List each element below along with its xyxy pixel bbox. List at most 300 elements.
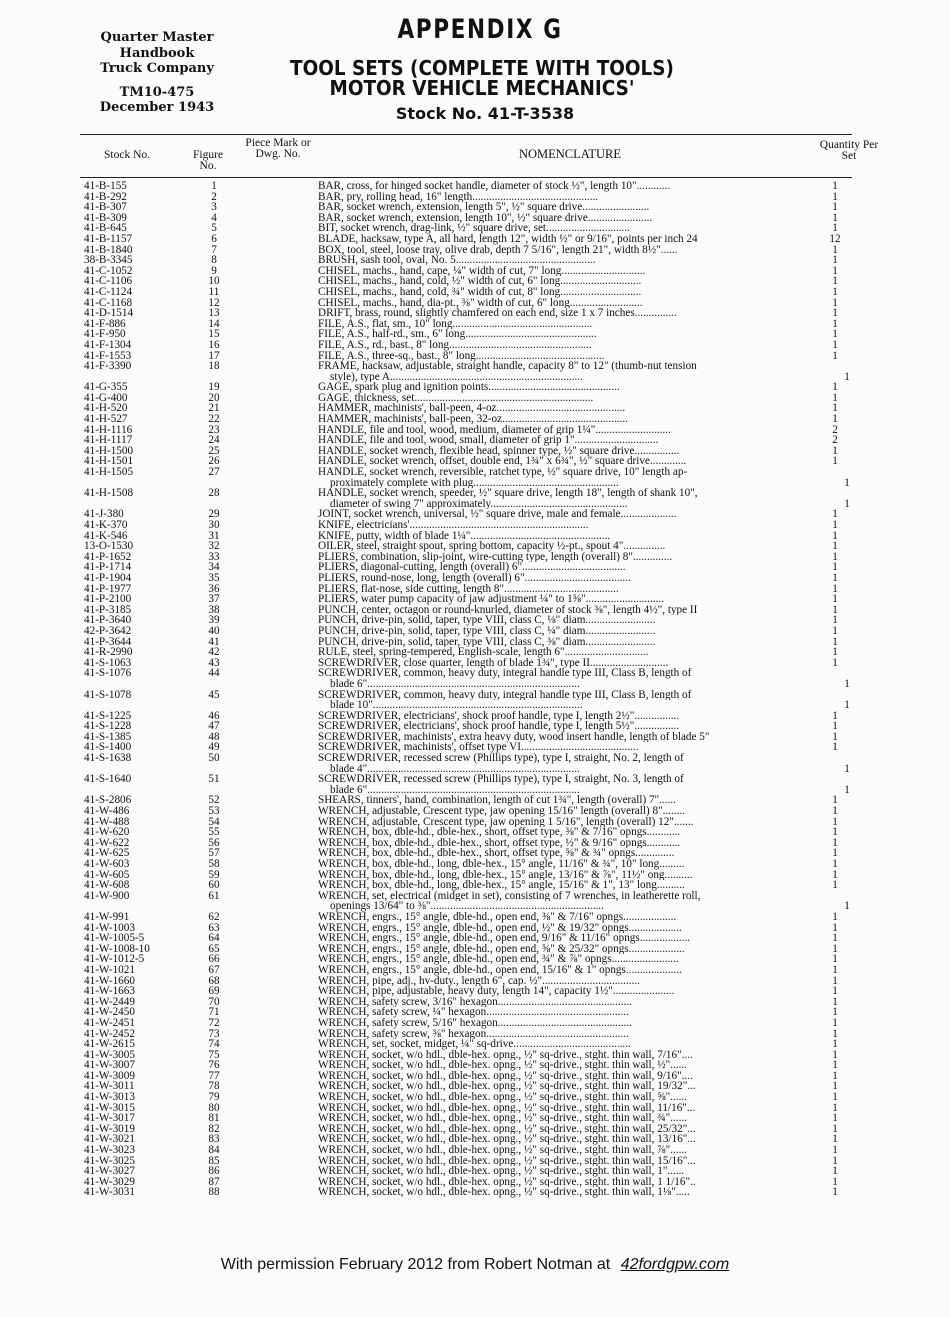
stock-number-cell: 41-W-3007 [84, 1060, 135, 1071]
table-row [0, 425, 950, 436]
table-row [0, 923, 950, 934]
nomenclature-cell: OILER, steel, straight spout, spring bottom, capacity ½-pt., spout 4"............... [318, 541, 666, 552]
quantity-cell: 1 [832, 285, 838, 298]
nomenclature-cell: PUNCH, drive-pin, solid, taper, type VIII, class C, ⅜" diam......................... [318, 636, 656, 648]
table-row [0, 1145, 950, 1156]
stock-number-cell: 41-D-1514 [84, 308, 134, 319]
nomenclature-cell: WRENCH, engrs., 15° angle, dble-hd., open end, ⅜" & 7/16" opngs................... [318, 911, 677, 923]
quantity-cell: 1 [832, 858, 838, 870]
nomenclature-cell: WRENCH, socket, w/o hdl., dble-hex. opng., ½" sq-drive., stght. thin wall, 13/16"... [318, 1134, 696, 1146]
figure-number-cell: 60 [208, 879, 220, 892]
table-row [0, 319, 950, 330]
piece-mark-cell [240, 923, 318, 934]
figure-number-cell: 57 [208, 847, 220, 860]
piece-mark-cell [240, 679, 318, 690]
figure-number-cell: 38 [208, 603, 220, 616]
stock-number-cell: 41-W-620 [84, 827, 130, 838]
figure-number-cell: 42 [208, 646, 220, 659]
stock-number-cell: 42-P-3642 [84, 625, 132, 637]
stock-number-cell: 41-W-608 [84, 880, 130, 891]
table-row [0, 986, 950, 997]
figure-number-cell: 77 [208, 1069, 220, 1082]
table-row [0, 1166, 950, 1177]
quantity-cell: 1 [832, 222, 838, 235]
figure-number-cell: 36 [208, 582, 220, 595]
quantity-cell: 1 [832, 805, 838, 818]
nomenclature-cell: BAR, cross, for hinged socket handle, diameter of stock ½", length 10"............ [318, 181, 671, 192]
quantity-cell: 1 [832, 1091, 838, 1104]
piece-mark-cell [240, 446, 318, 457]
table-row [0, 223, 950, 234]
stock-number-cell: 41-S-1225 [84, 710, 132, 722]
piece-mark-cell [240, 361, 318, 372]
nomenclature-cell: WRENCH, box, dble-hd., long, dble-hex., 15° angle, 11/16" & ¾", 10" long......... [318, 859, 685, 870]
figure-number-cell: 70 [208, 995, 220, 1008]
figure-number-cell: 22 [208, 413, 220, 426]
stock-number-cell: 41-B-292 [84, 191, 127, 203]
quantity-cell: 2 [832, 423, 838, 436]
table-row [0, 891, 950, 902]
figure-number-cell: 78 [208, 1080, 220, 1093]
figure-number-cell: 45 [208, 688, 220, 701]
table-row [0, 573, 950, 584]
quantity-cell: 1 [832, 328, 838, 341]
tool-table [0, 181, 950, 1198]
piece-mark-cell [240, 615, 318, 626]
piece-mark-cell [240, 329, 318, 340]
col-stock-header: Stock No. [104, 149, 150, 161]
nomenclature-cell: PLIERS, flat-nose, side cutting, length 8"......................................... [318, 583, 619, 595]
nomenclature-cell: WRENCH, box, dble-hd., long, dble-hex., 15° angle, 15/16" & 1", 13" long.......... [318, 880, 685, 891]
stock-number-cell: 13-O-1530 [84, 541, 134, 552]
quantity-cell: 1 [832, 1122, 838, 1135]
nomenclature-cell: JOINT, socket wrench, universal, ½" square drive, male and female.................... [318, 509, 677, 520]
table-row [0, 255, 950, 266]
quantity-cell: 1 [832, 296, 838, 309]
table-row [0, 1113, 950, 1124]
nomenclature-cell: WRENCH, socket, w/o hdl., dble-hex. opng., ½" sq-drive., stght. thin wall, 1"...... [318, 1166, 685, 1177]
nomenclature-cell: FILE, A.S., flat, sm., 10" long.................................................. [318, 318, 593, 330]
quantity-cell: 1 [832, 624, 838, 637]
piece-mark-cell [240, 817, 318, 828]
stock-number-cell: 41-S-1638 [84, 753, 132, 764]
stock-number-cell: 41-H-1116 [84, 424, 133, 436]
stock-number-cell: 41-C-1052 [84, 265, 133, 277]
nomenclature-cell: HANDLE, socket wrench, flexible head, spinner type, ½" square drive................ [318, 445, 680, 457]
quantity-cell: 1 [832, 1080, 838, 1093]
nomenclature-cell: proximately complete with plug.................................................... [330, 477, 619, 489]
quantity-cell: 1 [832, 391, 838, 404]
figure-number-cell: 64 [208, 932, 220, 945]
piece-mark-cell [240, 859, 318, 870]
figure-number-cell: 55 [208, 826, 220, 839]
stock-number-cell: 41-K-370 [84, 520, 128, 531]
piece-mark-cell [240, 1103, 318, 1114]
stock-number-cell: 41-W-2452 [84, 1028, 135, 1040]
table-row [0, 965, 950, 976]
table-row [0, 679, 950, 690]
table-row [0, 1134, 950, 1145]
stock-number-cell: 41-B-155 [84, 181, 127, 192]
figure-number-cell: 80 [208, 1101, 220, 1114]
nomenclature-cell: WRENCH, engrs., 15° angle, dble-hd., open end, 15/16" & 1" opngs.................... [318, 964, 682, 976]
nomenclature-cell: HANDLE, file and tool, wood, small, diameter of grip 1".............................. [318, 435, 659, 446]
stock-number-cell: 41-W-486 [84, 806, 130, 817]
title-line-2: MOTOR VEHICLE MECHANICS' [329, 76, 635, 100]
figure-number-cell: 29 [208, 508, 220, 521]
nomenclature-cell: PLIERS, round-nose, long, length (overall) 6"...................................... [318, 572, 631, 584]
quantity-cell: 1 [832, 963, 838, 976]
figure-number-cell: 40 [208, 624, 220, 637]
footer-credit: With permission February 2012 from Robert Notman at [220, 1256, 611, 1273]
stock-number-cell: 41-W-3025 [84, 1155, 135, 1167]
quantity-cell: 1 [832, 307, 838, 320]
stock-number-cell: 41-W-3031 [84, 1187, 135, 1198]
nomenclature-cell: WRENCH, socket, w/o hdl., dble-hex. opng., ½" sq-drive., stght. thin wall, 1 1/16".. [318, 1176, 696, 1188]
figure-number-cell: 7 [211, 243, 217, 256]
piece-mark-cell [240, 372, 318, 383]
quantity-cell: 1 [844, 677, 850, 690]
figure-number-cell: 15 [208, 328, 220, 341]
tm-number: TM10-475 [119, 84, 195, 100]
table-row [0, 732, 950, 743]
stock-number-cell [0, 764, 186, 775]
figure-number-cell: 86 [208, 1165, 220, 1178]
table-row [0, 308, 950, 319]
figure-number-cell: 63 [208, 921, 220, 934]
figure-number-cell: 26 [208, 455, 220, 468]
nomenclature-cell: SCREWDRIVER, common, heavy duty, integral handle type III, Class B, length of [318, 689, 692, 701]
nomenclature-cell: openings 13/64" to ⅜".............................................................. [330, 901, 604, 912]
quantity-cell: 1 [844, 476, 850, 489]
quantity-cell: 1 [832, 942, 838, 955]
piece-mark-cell [240, 838, 318, 849]
table-row [0, 721, 950, 732]
piece-mark-cell [240, 711, 318, 722]
piece-mark-cell [240, 1113, 318, 1124]
figure-number-cell: 61 [208, 889, 220, 902]
stock-number-cell: 41-K-546 [84, 530, 128, 542]
table-row [0, 403, 950, 414]
quantity-cell: 1 [832, 1165, 838, 1178]
figure-number-cell: 50 [208, 752, 220, 765]
nomenclature-cell: PLIERS, water pump capacity of jaw adjustment ¼" to 1⅝"............................ [318, 594, 664, 605]
handbook-line: Quarter Master [100, 30, 214, 45]
quantity-cell: 1 [832, 1186, 838, 1199]
table-row [0, 901, 950, 912]
piece-mark-cell [240, 912, 318, 923]
table-row [0, 827, 950, 838]
figure-number-cell: 76 [208, 1059, 220, 1072]
table-row [0, 1050, 950, 1061]
quantity-cell: 1 [844, 699, 850, 712]
quantity-cell: 1 [832, 1038, 838, 1051]
quantity-cell: 1 [832, 720, 838, 733]
piece-mark-cell [240, 245, 318, 256]
figure-number-cell: 23 [208, 423, 220, 436]
table-row [0, 806, 950, 817]
stock-number-cell [0, 478, 186, 489]
nomenclature-cell: WRENCH, engrs., 15° angle, dble-hd., open end, ½" & 19/32" opngs................... [318, 922, 682, 934]
nomenclature-cell: WRENCH, socket, w/o hdl., dble-hex. opng., ½" sq-drive., stght. thin wall, 19/32"... [318, 1081, 696, 1093]
quantity-cell: 1 [832, 254, 838, 267]
stock-number-cell: 41-B-307 [84, 202, 127, 213]
piece-mark-cell [240, 541, 318, 552]
stock-number-cell: 41-R-2990 [84, 647, 133, 658]
nomenclature-cell: PLIERS, combination, slip-joint, wire-cutting type, length (overall) 8".............. [318, 551, 673, 563]
stock-number-cell: 41-P-3640 [84, 615, 132, 626]
footer [0, 1256, 950, 1274]
nomenclature-cell: blade 4"............................................................................ [330, 763, 580, 775]
piece-mark-cell [240, 827, 318, 838]
piece-mark-cell [240, 499, 318, 510]
nomenclature-cell: WRENCH, engrs., 15° angle, dble-hd., open end, ⅝" & 25/32" opngs.................... [318, 943, 685, 955]
figure-number-cell: 71 [208, 1006, 220, 1019]
piece-mark-cell [240, 795, 318, 806]
stock-number-cell [0, 679, 186, 690]
col-quantity-header: Quantity Per Set [819, 139, 879, 162]
piece-mark-cell [240, 690, 318, 701]
nomenclature-cell: WRENCH, engrs., 15° angle, dble-hd., open end, ¾" & ⅞" opngs........................ [318, 954, 679, 965]
table-row [0, 1124, 950, 1135]
quantity-cell: 1 [832, 540, 838, 553]
quantity-cell: 1 [832, 402, 838, 415]
quantity-cell: 1 [832, 593, 838, 606]
figure-number-cell: 35 [208, 571, 220, 584]
piece-mark-cell [240, 997, 318, 1008]
table-row [0, 594, 950, 605]
quantity-cell: 1 [832, 444, 838, 457]
footer-link[interactable]: 42fordgpw.com [620, 1256, 730, 1273]
piece-mark-cell [240, 478, 318, 489]
nomenclature-cell: BAR, socket wrench, extension, length 10", ½" square drive....................... [318, 212, 653, 224]
stock-number-cell: 41-S-1385 [84, 731, 132, 743]
table-row [0, 467, 950, 478]
nomenclature-cell: FRAME, hacksaw, adjustable, straight handle, capacity 8" to 12" (thumb-nut tension [318, 361, 697, 372]
nomenclature-cell: HANDLE, socket wrench, offset, double end, 1¾" x 6¾", ½" square drive............. [318, 456, 687, 468]
nomenclature-cell: WRENCH, adjustable, Crescent type, jaw opening 1 5/16", length (overall) 12"....... [318, 816, 694, 828]
table-row [0, 456, 950, 467]
stock-number-cell: 41-S-1640 [84, 774, 132, 785]
title-line-1: TOOL SETS (COMPLETE WITH TOOLS) [290, 56, 674, 80]
figure-number-cell: 19 [208, 381, 220, 394]
quantity-cell: 1 [832, 317, 838, 330]
figure-number-cell: 54 [208, 815, 220, 828]
handbook-label [62, 30, 252, 116]
quantity-cell: 1 [832, 815, 838, 828]
table-row [0, 615, 950, 626]
stock-number-cell: 41-W-991 [84, 911, 130, 923]
figure-number-cell: 43 [208, 656, 220, 669]
stock-number-cell: 41-G-355 [84, 382, 128, 393]
nomenclature-cell: SCREWDRIVER, machinists', offset type VI.......................................... [318, 742, 639, 754]
nomenclature-cell: WRENCH, socket, w/o hdl., dble-hex. opng., ½" sq-drive., stght. thin wall, 25/32"... [318, 1123, 696, 1135]
figure-number-cell: 11 [208, 285, 220, 298]
quantity-cell: 1 [844, 497, 850, 510]
quantity-cell: 1 [832, 932, 838, 945]
stock-number-cell: 41-F-3390 [84, 361, 132, 372]
table-row [0, 1092, 950, 1103]
top-rule [80, 134, 852, 135]
piece-mark-cell [240, 276, 318, 287]
table-row [0, 393, 950, 404]
figure-number-cell: 39 [208, 614, 220, 627]
piece-mark-cell [240, 1177, 318, 1188]
piece-mark-cell [240, 944, 318, 955]
figure-number-cell: 84 [208, 1144, 220, 1157]
piece-mark-cell [240, 1156, 318, 1167]
nomenclature-cell: WRENCH, socket, w/o hdl., dble-hex. opng., ½" sq-drive., stght. thin wall, ½"...... [318, 1060, 687, 1071]
figure-number-cell: 74 [208, 1038, 220, 1051]
table-row [0, 202, 950, 213]
nomenclature-cell: WRENCH, pipe, adjustable, heavy duty, length 14", capacity 1½"...................... [318, 986, 675, 997]
stock-number-cell: 41-F-886 [84, 318, 126, 330]
table-row [0, 838, 950, 849]
piece-mark-cell [240, 1145, 318, 1156]
stock-number-cell: 41-H-1117 [84, 435, 133, 446]
quantity-cell: 1 [832, 635, 838, 648]
nomenclature-cell: BAR, pry, rolling head, 16" length............................................. [318, 191, 599, 203]
piece-mark-cell [240, 340, 318, 351]
nomenclature-cell: SCREWDRIVER, close quarter, length of blade 1¾", type II............................ [318, 657, 669, 669]
piece-mark-cell [240, 393, 318, 404]
quantity-cell: 1 [832, 1027, 838, 1040]
stock-number-cell: 41-W-622 [84, 837, 130, 849]
stock-number-cell [0, 901, 186, 912]
piece-mark-cell [240, 435, 318, 446]
nomenclature-cell: BAR, socket wrench, extension, length 5", ½" square drive........................ [318, 202, 650, 213]
table-row [0, 626, 950, 637]
table-row [0, 382, 950, 393]
piece-mark-cell [240, 213, 318, 224]
piece-mark-cell [240, 976, 318, 987]
table-row [0, 276, 950, 287]
figure-number-cell: 51 [208, 773, 220, 786]
nomenclature-cell: PUNCH, center, octagon or round-knurled, diameter of stock ⅜", length 4½", type II [318, 604, 698, 616]
table-row [0, 446, 950, 457]
nomenclature-cell: DRIFT, brass, round, slightly chamfered on each end, size 1 x 7 inches............... [318, 308, 677, 319]
figure-number-cell: 21 [208, 402, 220, 415]
figure-number-cell: 47 [208, 720, 220, 733]
quantity-cell: 1 [832, 338, 838, 351]
quantity-cell: 1 [832, 582, 838, 595]
piece-mark-cell [240, 467, 318, 478]
nomenclature-cell: SCREWDRIVER, recessed screw (Phillips type), type I, straight, No. 2, length of [318, 753, 684, 764]
table-row [0, 933, 950, 944]
table-row [0, 954, 950, 965]
nomenclature-cell: HAMMER, machinists', ball-peen, 4-oz.............................................. [318, 403, 626, 415]
table-row [0, 880, 950, 891]
piece-mark-cell [240, 594, 318, 605]
table-row [0, 1060, 950, 1071]
stock-number-cell: 41-P-2100 [84, 594, 132, 605]
table-row [0, 647, 950, 658]
figure-number-cell: 83 [208, 1133, 220, 1146]
stock-number-cell: 41-J-380 [84, 509, 124, 520]
stock-number-cell: 41-S-1400 [84, 742, 132, 754]
stock-number-cell: 41-W-3019 [84, 1123, 135, 1135]
stock-number-cell: 41-H-527 [84, 414, 128, 425]
table-row [0, 912, 950, 923]
quantity-cell: 1 [844, 370, 850, 383]
quantity-cell: 1 [832, 1175, 838, 1188]
piece-mark-cell [240, 764, 318, 775]
nomenclature-cell: SCREWDRIVER, machinists', extra heavy duty, wood insert handle, length of blade 5" [318, 731, 710, 743]
nomenclature-cell: WRENCH, adjustable, Crescent type, jaw opening 15/16" length (overall) 8"........ [318, 806, 686, 817]
stock-number-cell: 41-B-309 [84, 212, 127, 224]
quantity-cell: 1 [832, 381, 838, 394]
nomenclature-cell: WRENCH, box, dble-hd., dble-hex., short, offset type, ½" & 9/16" opngs............ [318, 837, 681, 849]
nomenclature-cell: WRENCH, socket, w/o hdl., dble-hex. opng., ½" sq-drive., stght. thin wall, 7/16".... [318, 1049, 693, 1061]
figure-number-cell: 68 [208, 974, 220, 987]
table-row [0, 520, 950, 531]
nomenclature-cell: PUNCH, drive-pin, solid, taper, type VIII, class C, ¼" diam......................... [318, 625, 656, 637]
piece-mark-cell [240, 1050, 318, 1061]
figure-number-cell: 72 [208, 1016, 220, 1029]
table-row [0, 1071, 950, 1082]
table-row [0, 848, 950, 859]
table-row [0, 435, 950, 446]
stock-number-cell: 41-H-1501 [84, 456, 134, 468]
stock-number-title: Stock No. 41-T-3538 [395, 104, 575, 123]
quantity-cell: 1 [832, 1154, 838, 1167]
piece-mark-cell [240, 742, 318, 753]
nomenclature-cell: GAGE, spark plug and ignition points............................................... [318, 382, 620, 393]
piece-mark-cell [240, 1081, 318, 1092]
quantity-cell: 1 [832, 995, 838, 1008]
piece-mark-cell [240, 1029, 318, 1040]
stock-number-cell: 41-W-605 [84, 869, 130, 881]
piece-mark-cell [240, 509, 318, 520]
publication-date: December 1943 [99, 100, 215, 115]
figure-number-cell: 34 [208, 561, 220, 574]
quantity-cell: 1 [832, 1016, 838, 1029]
stock-number-cell: 41-W-1660 [84, 975, 135, 987]
stock-number-cell: 38-B-3345 [84, 255, 133, 266]
table-row [0, 298, 950, 309]
figure-number-cell: 46 [208, 709, 220, 722]
stock-number-cell: 41-W-3027 [84, 1166, 135, 1177]
table-row [0, 742, 950, 753]
nomenclature-cell: FILE, A.S., three-sq., bast., 8" long.............................................. [318, 350, 605, 362]
piece-mark-cell [240, 531, 318, 542]
quantity-cell: 1 [832, 1059, 838, 1072]
nomenclature-cell: diameter of swing 7" approximately................................................. [330, 498, 628, 510]
stock-number-cell: 41-W-3029 [84, 1176, 135, 1188]
piece-mark-cell [240, 319, 318, 330]
nomenclature-cell: SCREWDRIVER, common, heavy duty, integral handle type III, Class B, length of [318, 668, 692, 679]
quantity-cell: 1 [832, 910, 838, 923]
nomenclature-cell: CHISEL, machs., hand, cape, ¼" width of cut, 7" long.............................. [318, 265, 646, 277]
table-row [0, 287, 950, 298]
nomenclature-cell: WRENCH, set, socket, midget, ¼" sq-drive.......................................... [318, 1039, 631, 1050]
stock-number-cell: 41-W-625 [84, 848, 130, 859]
stock-number-cell: 41-W-3021 [84, 1134, 135, 1146]
stock-number-cell: 41-W-3017 [84, 1113, 135, 1124]
stock-number-cell: 41-S-1076 [84, 668, 132, 679]
nomenclature-cell: HANDLE, file and tool, wood, medium, diameter of grip 1¼"........................... [318, 424, 671, 436]
piece-mark-cell [240, 637, 318, 648]
piece-mark-cell [240, 414, 318, 425]
nomenclature-cell: WRENCH, box, dble-hd., dble-hex., short, offset type, ⅜" & 7/16" opngs............ [318, 827, 681, 838]
figure-number-cell: 2 [211, 190, 217, 203]
quantity-cell: 1 [832, 571, 838, 584]
piece-mark-cell [240, 891, 318, 902]
piece-mark-cell [240, 584, 318, 595]
quantity-cell: 1 [832, 1048, 838, 1061]
piece-mark-cell [240, 721, 318, 732]
piece-mark-cell [240, 806, 318, 817]
